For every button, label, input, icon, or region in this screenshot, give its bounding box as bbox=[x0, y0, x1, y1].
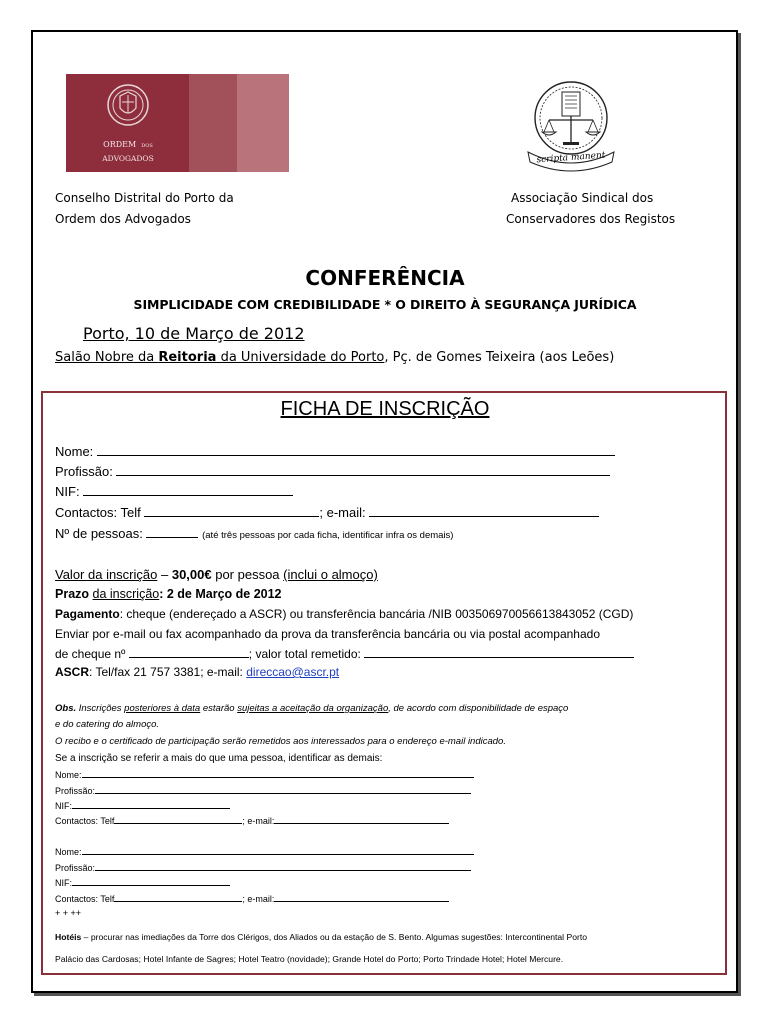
person3-contacts-row bbox=[55, 893, 449, 904]
logo-text-advogados: ADVOGADOS bbox=[102, 154, 154, 163]
name-field[interactable] bbox=[97, 444, 615, 456]
fee-dash: – bbox=[157, 567, 172, 582]
deadline-value: : 2 de Março de 2012 bbox=[159, 587, 282, 601]
person3-nif-label: NIF: bbox=[55, 878, 72, 888]
obs-part-d: sujeitas a aceitação da organização bbox=[237, 703, 389, 714]
person3-profession-label: Profissão: bbox=[55, 863, 96, 873]
seal-motto: scripta manent bbox=[536, 150, 606, 166]
multi-person-note: Se a inscrição se referir a mais do que uma pessoa, identificar as demais: bbox=[55, 753, 383, 764]
email-label: ; e-mail: bbox=[319, 505, 366, 520]
obs-line2: e do catering do almoço. bbox=[55, 719, 160, 730]
person2-email-label: ; e-mail: bbox=[242, 816, 275, 826]
fee-per: por pessoa bbox=[211, 567, 284, 582]
person2-phone-field[interactable] bbox=[114, 815, 242, 824]
person3-email-field[interactable] bbox=[274, 893, 449, 902]
ascr-email-link[interactable]: direccao@ascr.pt bbox=[246, 665, 340, 679]
conference-venue bbox=[55, 350, 614, 365]
phone-field[interactable] bbox=[144, 505, 319, 517]
payment-label: Pagamento bbox=[55, 607, 120, 621]
person3-email-label: ; e-mail: bbox=[242, 894, 275, 904]
person2-name-label: Nome: bbox=[55, 770, 82, 780]
person2-name-field[interactable] bbox=[82, 769, 474, 778]
person2-profession-row bbox=[55, 785, 471, 796]
cheque-number-field[interactable] bbox=[129, 646, 249, 658]
people-label: Nº de pessoas: bbox=[55, 526, 143, 541]
logo-text-dos: DOS bbox=[141, 143, 153, 149]
obs-part-c: estarão bbox=[200, 703, 238, 714]
person2-email-field[interactable] bbox=[274, 815, 449, 824]
person3-profession-field[interactable] bbox=[95, 862, 471, 871]
person3-phone-field[interactable] bbox=[114, 893, 242, 902]
people-note: (até três pessoas por cada ficha, identificar infra os demais) bbox=[202, 530, 454, 541]
form-title: FICHA DE INSCRIÇÃO bbox=[280, 398, 490, 420]
conference-subtitle: SIMPLICIDADE COM CREDIBILIDADE * O DIREITO À SEGURANÇA JURÍDICA bbox=[133, 297, 637, 312]
fee-lunch: (inclui o almoço) bbox=[283, 567, 378, 582]
person2-name-row bbox=[55, 769, 474, 780]
deadline-label-a: Prazo bbox=[55, 587, 90, 601]
ordem-advogados-logo bbox=[66, 74, 289, 172]
org-right-line1: Associação Sindical dos bbox=[511, 191, 654, 205]
fee-value: 30,00€ bbox=[171, 567, 212, 582]
person2-nif-row bbox=[55, 800, 230, 811]
person3-name-row bbox=[55, 846, 474, 857]
person3-profession-row bbox=[55, 862, 471, 873]
org-left-line2: Ordem dos Advogados bbox=[55, 212, 191, 226]
obs-part-a: Inscrições bbox=[76, 703, 125, 714]
conference-date: Porto, 10 de Março de 2012 bbox=[83, 324, 305, 343]
name-row bbox=[55, 444, 615, 459]
send-row: Enviar por e-mail ou fax acompanhado da prova da transferência bancária ou via postal acompanhado bbox=[55, 627, 601, 641]
name-label: Nome: bbox=[55, 444, 94, 459]
venue-part-d: , Pç. de Gomes Teixeira (aos Leões) bbox=[384, 350, 615, 365]
obs-line1 bbox=[55, 703, 568, 714]
person3-name-field[interactable] bbox=[82, 846, 474, 855]
person3-nif-field[interactable] bbox=[72, 877, 230, 886]
profession-row bbox=[55, 464, 610, 479]
email-field[interactable] bbox=[369, 505, 599, 517]
ascr-seal-logo bbox=[516, 74, 626, 172]
total-amount-field[interactable] bbox=[364, 646, 634, 658]
hotels-line2: Palácio das Cardosas; Hotel Infante de Sagres; Hotel Teatro (novidade); Grande Hotel do Porto; Porto Trindade Hotel; Hotel Mercure. bbox=[55, 954, 564, 964]
obs-part-b: posteriores à data bbox=[124, 703, 201, 714]
fee-label: Valor da inscrição bbox=[55, 567, 158, 582]
person2-nif-label: NIF: bbox=[55, 801, 72, 811]
nif-label: NIF: bbox=[55, 484, 80, 499]
org-left-line1: Conselho Distrital do Porto da bbox=[55, 191, 234, 205]
person3-name-label: Nome: bbox=[55, 847, 82, 857]
payment-text: : cheque (endereçado a ASCR) ou transferência bancária /NIB 003506970056613843052 (CGD) bbox=[119, 607, 634, 621]
ascr-contact-row bbox=[55, 665, 339, 679]
person3-contacts-label: Contactos: Telf bbox=[55, 894, 115, 904]
person2-nif-field[interactable] bbox=[72, 800, 230, 809]
continuation-marks: + + ++ bbox=[55, 908, 82, 918]
payment-row bbox=[55, 607, 633, 621]
fee-row bbox=[55, 567, 378, 582]
people-row bbox=[55, 526, 453, 541]
org-left-name bbox=[55, 188, 234, 230]
obs-label: Obs. bbox=[55, 703, 77, 714]
nif-field[interactable] bbox=[83, 484, 293, 496]
logo-text-ordem: ORDEM bbox=[103, 140, 137, 149]
contacts-row bbox=[55, 505, 599, 520]
contacts-label: Contactos: Telf bbox=[55, 505, 141, 520]
nif-row bbox=[55, 484, 293, 499]
venue-part-c: da Universidade do Porto bbox=[216, 350, 385, 365]
org-right-name bbox=[506, 188, 675, 230]
ordem-seal-icon bbox=[103, 80, 153, 138]
cheque-label: de cheque nº bbox=[55, 647, 126, 661]
profession-field[interactable] bbox=[116, 464, 610, 476]
ascr-label: ASCR bbox=[55, 665, 90, 679]
hotels-line1 bbox=[55, 932, 587, 942]
total-label: ; valor total remetido: bbox=[248, 647, 361, 661]
receipt-note: O recibo e o certificado de participação serão remetidos aos interessados para o endereço e-mail indicado. bbox=[55, 736, 506, 747]
person2-contacts-row bbox=[55, 815, 449, 826]
hotels-label: Hotéis bbox=[55, 932, 82, 942]
ascr-contact-text: : Tel/fax 21 757 3381; e-mail: bbox=[89, 665, 247, 679]
venue-part-b: Reitoria bbox=[158, 350, 217, 365]
org-right-line2: Conservadores dos Registos bbox=[506, 212, 676, 226]
cheque-row bbox=[55, 646, 634, 661]
conference-title: CONFERÊNCIA bbox=[305, 266, 465, 290]
profession-label: Profissão: bbox=[55, 464, 113, 479]
person2-profession-label: Profissão: bbox=[55, 786, 96, 796]
hotels-text-1: – procurar nas imediações da Torre dos Clérigos, dos Aliados ou da estação de S. Bento. Algumas sugestões: Intercontinental Porto bbox=[81, 932, 588, 942]
person2-profession-field[interactable] bbox=[95, 785, 471, 794]
person2-contacts-label: Contactos: Telf bbox=[55, 816, 115, 826]
deadline-label-b: da inscrição bbox=[92, 587, 160, 601]
obs-part-e: , de acordo com disponibilidade de espaço bbox=[388, 703, 569, 714]
people-count-field[interactable] bbox=[146, 526, 198, 538]
venue-part-a: Salão Nobre da bbox=[55, 350, 159, 365]
person3-nif-row bbox=[55, 877, 230, 888]
deadline-row bbox=[55, 587, 282, 601]
